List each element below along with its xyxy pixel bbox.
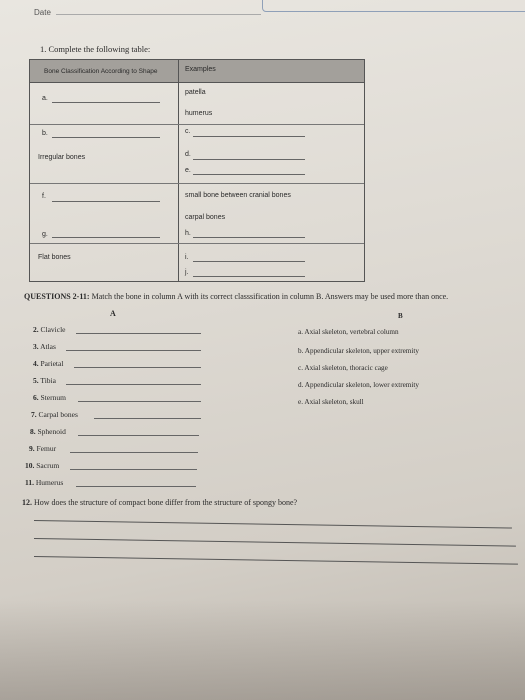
answer-blank[interactable]: [66, 384, 201, 385]
cell-c2: humerus: [185, 110, 213, 117]
answer-blank[interactable]: [76, 333, 201, 334]
table-divider: [178, 60, 179, 281]
corner-box: [262, 0, 525, 12]
match-item: 10. Sacrum: [25, 461, 60, 470]
option-a: a. Axial skeleton, vertebral column: [298, 328, 399, 336]
cell-c2: j.: [185, 269, 189, 276]
answer-blank[interactable]: [70, 469, 197, 470]
question-12-text: How does the structure of compact bone differ from the structure of spongy bone?: [34, 498, 298, 507]
questions-2-11-heading: [24, 292, 448, 301]
match-item: 6. Sternum: [33, 393, 66, 402]
writing-line[interactable]: [34, 538, 516, 547]
row-divider: [30, 183, 364, 184]
answer-blank[interactable]: [193, 174, 305, 175]
cell-c1: f.: [42, 193, 46, 200]
option-c: c. Axial skeleton, thoracic cage: [298, 364, 388, 372]
writing-line[interactable]: [34, 520, 512, 529]
cell-c2: e.: [185, 167, 191, 174]
answer-blank[interactable]: [78, 401, 201, 402]
cell-c1: b.: [42, 130, 48, 137]
col1-header: Bone Classification According to Shape: [44, 68, 158, 75]
option-d: d. Appendicular skeleton, lower extremity: [298, 381, 419, 389]
answer-blank[interactable]: [193, 136, 305, 137]
answer-blank[interactable]: [193, 159, 305, 160]
page-shadow: [0, 600, 525, 700]
answer-blank[interactable]: [66, 350, 201, 351]
row-divider: [30, 124, 364, 125]
cell-c1: g.: [42, 231, 48, 238]
match-item: 4. Parietal: [33, 359, 64, 368]
answer-blank[interactable]: [94, 418, 201, 419]
answer-blank[interactable]: [78, 435, 199, 436]
cell-c2: c.: [185, 128, 191, 135]
cell-c2: d.: [185, 151, 191, 158]
question-12: [22, 498, 297, 507]
answer-blank[interactable]: [193, 261, 305, 262]
answer-blank[interactable]: [76, 486, 196, 487]
cell-c1: Irregular bones: [38, 154, 86, 161]
match-item: 7. Carpal bones: [31, 410, 78, 419]
bone-classification-table: [29, 59, 365, 282]
match-item: 11. Humerus: [25, 478, 64, 487]
row-divider: [30, 243, 364, 244]
answer-blank[interactable]: [52, 102, 160, 103]
heading-label: QUESTIONS 2-11:: [24, 292, 90, 301]
match-item: 5. Tibia: [33, 376, 56, 385]
option-e: e. Axial skeleton, skull: [298, 398, 364, 406]
match-item: 3. Atlas: [33, 342, 56, 351]
question-12-number: 12.: [22, 498, 32, 507]
cell-c1: Flat bones: [38, 254, 71, 261]
answer-blank[interactable]: [74, 367, 201, 368]
match-item: 8. Sphenoid: [30, 427, 66, 436]
answer-blank[interactable]: [193, 237, 305, 238]
date-line: [56, 14, 261, 15]
cell-c2: i.: [185, 254, 189, 261]
cell-c1: a.: [42, 95, 48, 102]
cell-c2: patella: [185, 89, 206, 96]
column-a-label: A: [110, 309, 116, 318]
question-1-prompt: 1. Complete the following table:: [40, 44, 151, 54]
answer-blank[interactable]: [52, 201, 160, 202]
option-b: b. Appendicular skeleton, upper extremity: [298, 347, 419, 355]
cell-c2: small bone between cranial bones: [185, 192, 291, 199]
cell-c2: h.: [185, 230, 191, 237]
col2-header: Examples: [185, 66, 216, 73]
answer-blank[interactable]: [52, 137, 160, 138]
writing-line[interactable]: [34, 556, 518, 565]
date-label: Date: [34, 8, 51, 17]
match-item: 2. Clavicle: [33, 325, 66, 334]
match-item: 9. Femur: [29, 444, 57, 453]
heading-instructions: Match the bone in column A with its correct classsification in column B. Answers may be used more than once.: [91, 292, 449, 301]
column-b-label: B: [398, 312, 403, 320]
cell-c2: carpal bones: [185, 214, 226, 221]
answer-blank[interactable]: [193, 276, 305, 277]
answer-blank[interactable]: [52, 237, 160, 238]
answer-blank[interactable]: [70, 452, 198, 453]
